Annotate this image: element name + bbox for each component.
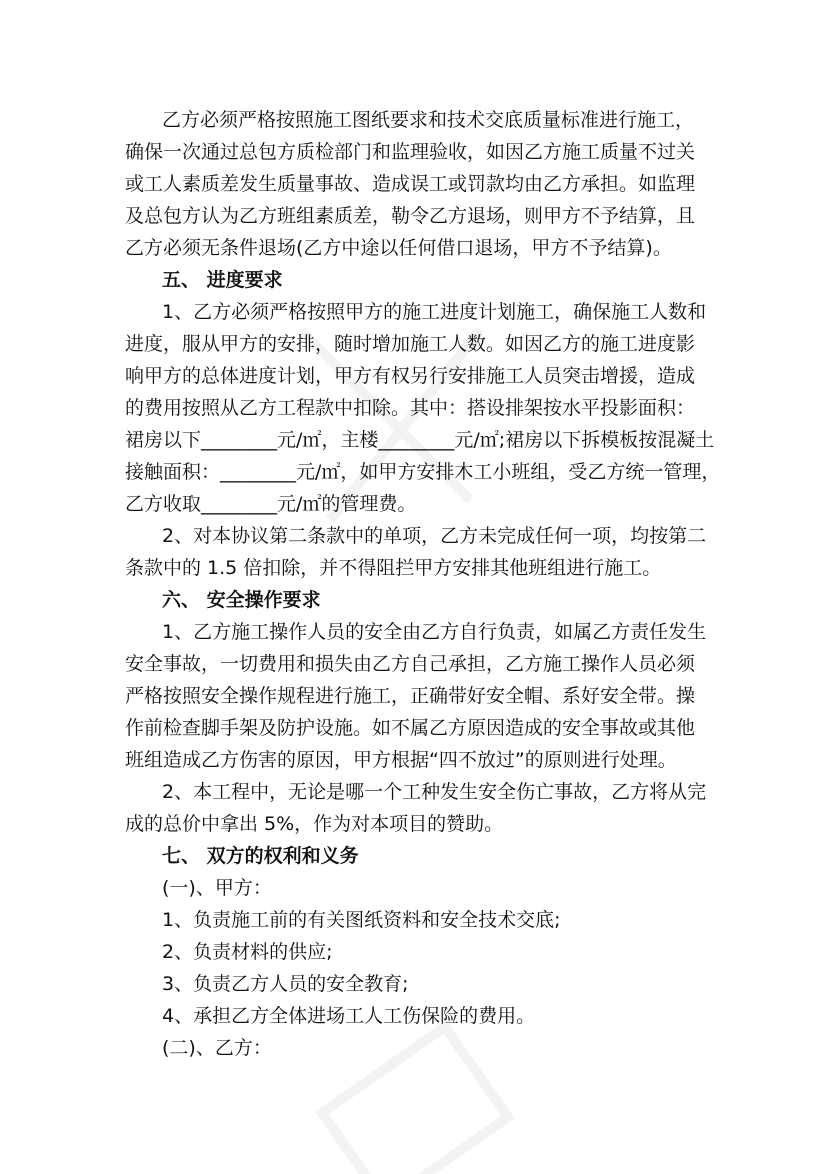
para-progress-line-5: 裙房以下________元/㎡，主楼________元/㎡;裙房以下拆模板按混凝土	[125, 429, 715, 451]
para-progress-line-7: 乙方收取________元/㎡的管理费。	[125, 493, 417, 515]
para-safety-line-1: 1、乙方施工操作人员的安全由乙方自行负责，如属乙方责任发生	[162, 621, 707, 643]
party-a-item-4: 4、承担乙方全体进场工人工伤保险的费用。	[162, 1005, 536, 1027]
party-a-item-1: 1、负责施工前的有关图纸资料和安全技术交底;	[162, 909, 561, 931]
section-heading-safety: 六、 安全操作要求	[162, 589, 321, 611]
para-safety-line-5: 班组造成乙方伤害的原因，甲方根据“四不放过”的原则进行处理。	[125, 749, 677, 771]
para-accident-line-2: 成的总价中拿出 5%，作为对本项目的赞助。	[125, 813, 504, 835]
para-progress-line-2: 进度，服从甲方的安排，随时增加施工人数。如因乙方的施工进度影	[125, 333, 696, 355]
para-safety-line-3: 严格按照安全操作规程进行施工，正确带好安全帽、系好安全带。操	[125, 685, 696, 707]
party-b-heading: (二)、乙方：	[162, 1037, 272, 1059]
para-progress-line-3: 响甲方的总体进度计划，甲方有权另行安排施工人员突击增援，造成	[125, 365, 696, 387]
para-progress-line-4: 的费用按照从乙方工程款中扣除。其中：搭设排架按水平投影面积：	[125, 397, 696, 419]
para-quality-line-3: 或工人素质差发生质量事故、造成误工或罚款均由乙方承担。如监理	[125, 173, 696, 195]
section-heading-rights: 七、 双方的权利和义务	[162, 845, 359, 867]
para-quality-line-5: 乙方必须无条件退场(乙方中途以任何借口退场，甲方不予结算)。	[125, 237, 672, 259]
para-quality-line-1: 乙方必须严格按照施工图纸要求和技术交底质量标准进行施工，	[162, 109, 695, 131]
para-accident-line-1: 2、本工程中，无论是哪一个工种发生安全伤亡事故，乙方将从完	[162, 781, 707, 803]
party-a-heading: (一)、甲方：	[162, 877, 272, 899]
para-safety-line-2: 安全事故，一切费用和损失由乙方自己承担，乙方施工操作人员必须	[125, 653, 696, 675]
para-progress-line-1: 1、乙方必须严格按照甲方的施工进度计划施工，确保施工人数和	[162, 301, 707, 323]
para-progress-line-6: 接触面积：________元/㎡，如甲方安排木工小班组，受乙方统一管理，	[125, 461, 721, 483]
para-deduction-line-1: 2、对本协议第二条款中的单项，乙方未完成任何一项，均按第二	[162, 525, 707, 547]
para-deduction-line-2: 条款中的 1.5 倍扣除，并不得阻拦甲方安排其他班组进行施工。	[125, 557, 662, 579]
party-a-item-3: 3、负责乙方人员的安全教育;	[162, 973, 409, 995]
para-quality-line-2: 确保一次通过总包方质检部门和监理验收，如因乙方施工质量不过关	[125, 141, 696, 163]
para-quality-line-4: 及总包方认为乙方班组素质差，勒令乙方退场，则甲方不予结算，且	[125, 205, 696, 227]
para-safety-line-4: 作前检查脚手架及防护设施。如不属乙方原因造成的安全事故或其他	[125, 717, 696, 739]
party-a-item-2: 2、负责材料的供应;	[162, 941, 333, 963]
section-heading-progress: 五、 进度要求	[162, 269, 283, 291]
